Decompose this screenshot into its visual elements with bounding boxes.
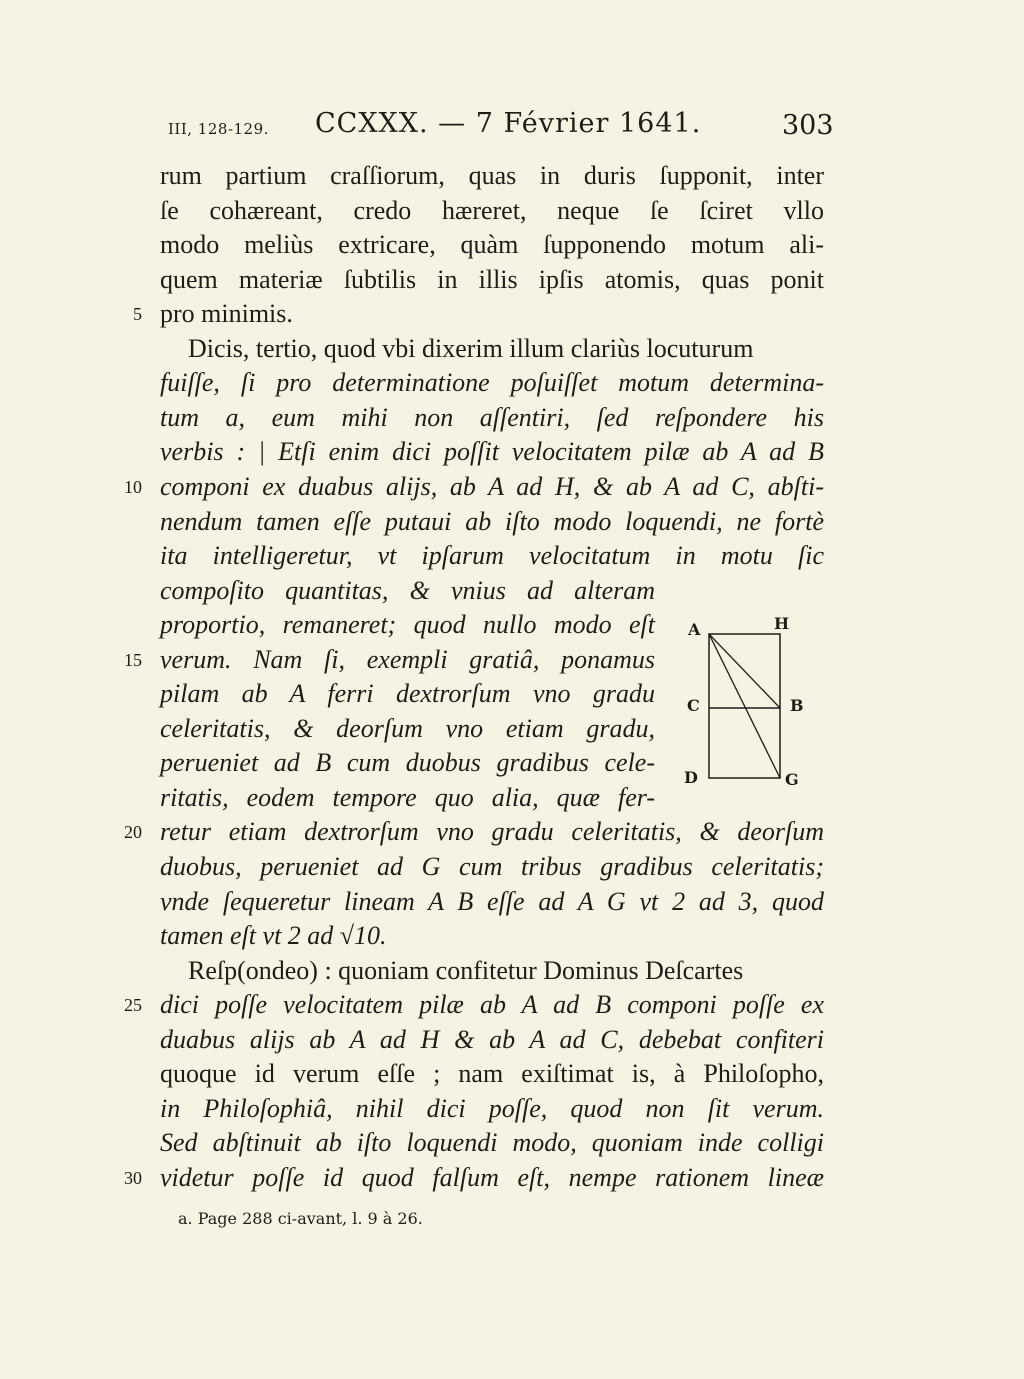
text-line: videtur poſſe id quod falſum eſt, nempe rationem lineæ (160, 1162, 824, 1192)
letter-heading: CCXXX. — 7 Février 1641. (315, 108, 702, 139)
text-line: Dicis, tertio, quod vbi dixerim illum clariùs locuturum (188, 333, 754, 363)
text-line: ritatis, eodem tempore quo alia, quæ fer- (160, 782, 655, 812)
label-G: G (785, 770, 799, 789)
text-line: compoſito quantitas, & vnius ad alteram (160, 575, 655, 605)
text-line: pro minimis. (160, 299, 293, 329)
text-line: dici poſſe velocitatem pilæ ab A ad B componi poſſe ex (160, 990, 824, 1020)
line-number: 20 (124, 822, 142, 843)
text-line: quem materiæ ſubtilis in illis ipſis atomis, quas ponit (160, 264, 824, 294)
text-line: Sed abſtinuit ab iſto loquendi modo, quoniam inde colligi (160, 1128, 824, 1158)
text-line: modo meliùs extricare, quàm ſupponendo motum ali- (160, 230, 824, 260)
line-AG (709, 634, 780, 778)
text-line: celeritatis, & deorſum vno etiam gradu, (160, 713, 655, 743)
text-line: verum. Nam ſi, exempli gratiâ, ponamus (160, 644, 655, 674)
text-line: duabus alijs ab A ad H & ab A ad C, debebat confiteri (160, 1024, 824, 1054)
volume-reference: III, 128-129. (168, 120, 269, 138)
label-C: C (687, 696, 700, 715)
text-line: verbis : | Etſi enim dici poſſit velocitatem pilæ ab A ad B (160, 437, 824, 467)
label-H: H (774, 614, 790, 633)
text-line: rum partium craſſiorum, quas in duris ſupponit, inter (160, 161, 824, 190)
text-line: nendum tamen eſſe putaui ab iſto modo loquendi, ne fortè (160, 506, 824, 536)
line-number: 15 (124, 649, 142, 670)
text-line: retur etiam dextrorſum vno gradu celeritatis, & deorſum (160, 817, 824, 847)
text-line: in Philoſophiâ, nihil dici poſſe, quod non ſit verum. (160, 1093, 824, 1123)
line-number: 5 (133, 304, 142, 325)
text-line: vnde ſequeretur lineam A B eſſe ad A G vt 2 ad 3, quod (160, 886, 824, 916)
running-head (0, 108, 1024, 148)
text-line: componi ex duabus alijs, ab A ad H, & ab A ad C, abſti- (160, 471, 824, 501)
text-line: perueniet ad B cum duobus gradibus cele- (160, 748, 655, 778)
text-line: ſe cohæreant, credo hæreret, neque ſe ſciret vllo (160, 195, 824, 225)
page-number: 303 (782, 110, 834, 141)
text-line: tamen eſt vt 2 ad √10. (160, 921, 387, 951)
line-AB (709, 634, 780, 708)
label-B: B (790, 696, 804, 715)
text-line: pilam ab A ferri dextrorſum vno gradu (160, 679, 655, 709)
line-number: 30 (124, 1167, 142, 1188)
text-line: ita intelligeretur, vt ipſarum velocitatum in motu ſic (160, 541, 824, 571)
text-line: proportio, remaneret; quod nullo modo eſt (160, 610, 655, 640)
text-line: Reſp(ondeo) : quoniam confitetur Dominus Deſcartes (188, 955, 744, 985)
footnote: a. Page 288 ci-avant, l. 9 à 26. (178, 1209, 423, 1228)
text-line: duobus, perueniet ad G cum tribus gradibus celeritatis; (160, 852, 824, 881)
geometric-figure (678, 612, 818, 792)
line-number: 10 (124, 476, 142, 497)
line-number: 25 (124, 995, 142, 1016)
text-line: tum a, eum mihi non aſſentiri, ſed reſpondere his (160, 402, 824, 432)
label-A: A (688, 620, 701, 639)
label-D: D (684, 768, 698, 787)
text-line: quoque id verum eſſe ; nam exiſtimat is, à Philoſopho, (160, 1059, 824, 1089)
text-line: fuiſſe, ſi pro determinatione poſuiſſet motum determina- (160, 368, 824, 398)
